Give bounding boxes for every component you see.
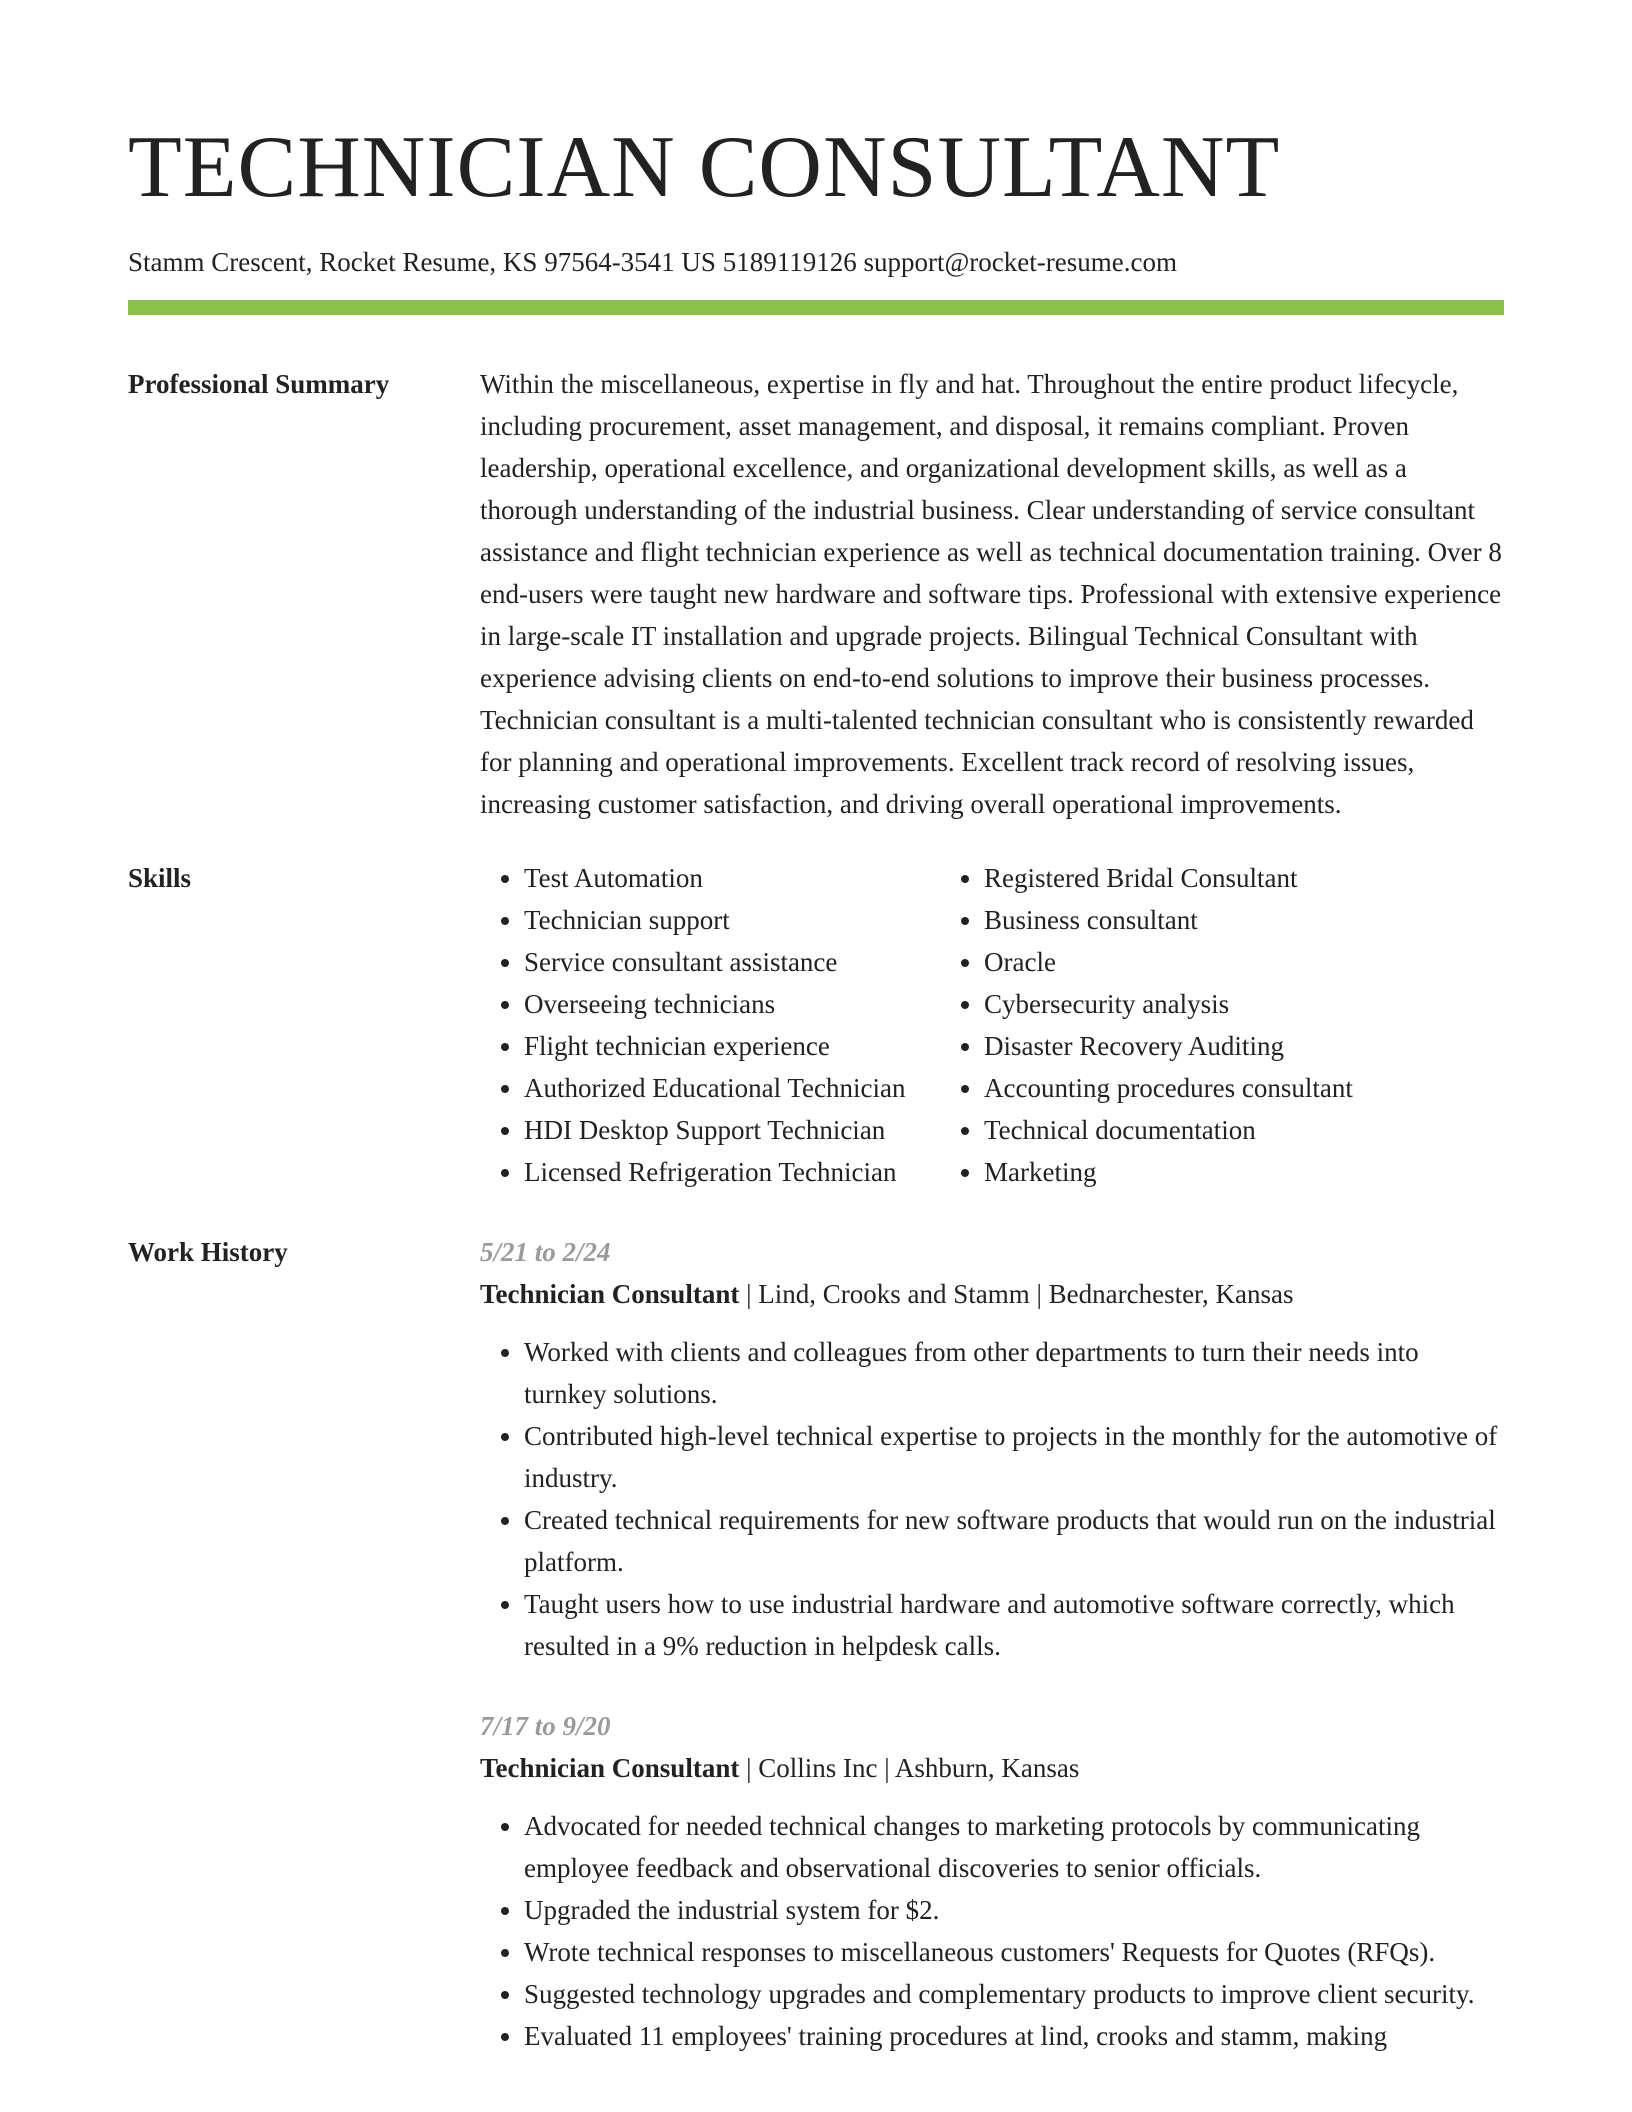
job-bullet: • Taught users how to use industrial hardware and automotive software correctly, which resulted in a 9% reduction in helpdesk calls. — [524, 1583, 1504, 1667]
job-entry — [480, 1231, 1504, 1667]
candidate-name: TECHNICIAN CONSULTANT — [128, 119, 1281, 216]
job-bullet: • Upgraded the industrial system for $2. — [524, 1889, 1504, 1931]
skill-item: • Overseeing technicians — [524, 983, 940, 1025]
skill-item: • Accounting procedures consultant — [984, 1067, 1504, 1109]
skill-item: • Business consultant — [984, 899, 1504, 941]
work-history-body — [480, 1237, 1504, 2057]
job-bullet: • Created technical requirements for new software products that would run on the industrial platform. — [524, 1499, 1504, 1583]
skill-item: • Cybersecurity analysis — [984, 983, 1504, 1025]
job-details: | Lind, Crooks and Stamm | Bednarchester, Kansas — [739, 1279, 1294, 1309]
job-details: | Collins Inc | Ashburn, Kansas — [739, 1753, 1080, 1783]
job-heading — [480, 1747, 1504, 1789]
section-title-skills: Skills — [128, 863, 192, 893]
skills-list — [480, 857, 1504, 1193]
work-history-section — [128, 1237, 1504, 2057]
skill-item: • Technician support — [524, 899, 940, 941]
skills-column-2 — [940, 857, 1504, 1193]
section-title-work-history: Work History — [128, 1237, 288, 1267]
job-dates: 5/21 to 2/24 — [480, 1237, 611, 1267]
skill-item: • Marketing — [984, 1151, 1504, 1193]
summary-body — [480, 369, 1504, 825]
skill-item: • Flight technician experience — [524, 1025, 940, 1067]
job-bullets — [480, 1331, 1504, 1667]
job-heading — [480, 1273, 1504, 1315]
skills-body — [480, 863, 1504, 1193]
job-bullet: • Contributed high-level technical expertise to projects in the monthly for the automotive of industry. — [524, 1415, 1504, 1499]
job-title: Technician Consultant — [480, 1279, 740, 1309]
summary-text: Within the miscellaneous, expertise in fly and hat. Throughout the entire product lifecycle, including procurement, asset management, and disposal, it remains compliant. Proven leadership, operational excellence, and organizational development skills, as well as a thorough understanding of the industrial business. Clear understanding of service consultant assistance and flight technician experience as well as technical documentation training. Over 8 end-users were taught new hardware and software tips. Professional with extensive experience in large-scale IT installation and upgrade projects. Bilingual Technical Consultant with experience advising clients on end-to-end solutions to improve their business processes. Technician consultant is a multi-talented technician consultant who is consistently rewarded for planning and operational improvements. Excellent track record of resolving issues, increasing customer satisfaction, and driving overall operational improvements. — [480, 369, 1502, 819]
skill-item: • Licensed Refrigeration Technician — [524, 1151, 940, 1193]
contact-line: Stamm Crescent, Rocket Resume, KS 97564-3541 US 5189119126 support@rocket-resume.com — [128, 247, 1177, 277]
job-bullet: • Wrote technical responses to miscellaneous customers' Requests for Quotes (RFQs). — [524, 1931, 1504, 1973]
summary-section — [128, 369, 1504, 825]
skill-item: • Technical documentation — [984, 1109, 1504, 1151]
skill-item: • Service consultant assistance — [524, 941, 940, 983]
accent-divider — [128, 300, 1504, 315]
job-bullet: • Suggested technology upgrades and complementary products to improve client security. — [524, 1973, 1504, 2015]
skill-item: • Registered Bridal Consultant — [984, 857, 1504, 899]
skill-item: • Oracle — [984, 941, 1504, 983]
skills-section — [128, 863, 1504, 1193]
skills-column-1 — [480, 857, 940, 1193]
skill-item: • Disaster Recovery Auditing — [984, 1025, 1504, 1067]
resume-page — [128, 0, 1504, 2057]
skill-item: • Test Automation — [524, 857, 940, 899]
job-bullet: • Advocated for needed technical changes to marketing protocols by communicating employee feedback and observational discoveries to senior officials. — [524, 1805, 1504, 1889]
job-bullet: • Worked with clients and colleagues from other departments to turn their needs into turnkey solutions. — [524, 1331, 1504, 1415]
section-title-summary: Professional Summary — [128, 369, 390, 399]
job-entry — [480, 1705, 1504, 2057]
job-bullets — [480, 1805, 1504, 2057]
skill-item: • Authorized Educational Technician — [524, 1067, 940, 1109]
skill-item: • HDI Desktop Support Technician — [524, 1109, 940, 1151]
job-bullet: • Evaluated 11 employees' training procedures at lind, crooks and stamm, making — [524, 2015, 1504, 2057]
job-title: Technician Consultant — [480, 1753, 740, 1783]
job-dates: 7/17 to 9/20 — [480, 1711, 611, 1741]
